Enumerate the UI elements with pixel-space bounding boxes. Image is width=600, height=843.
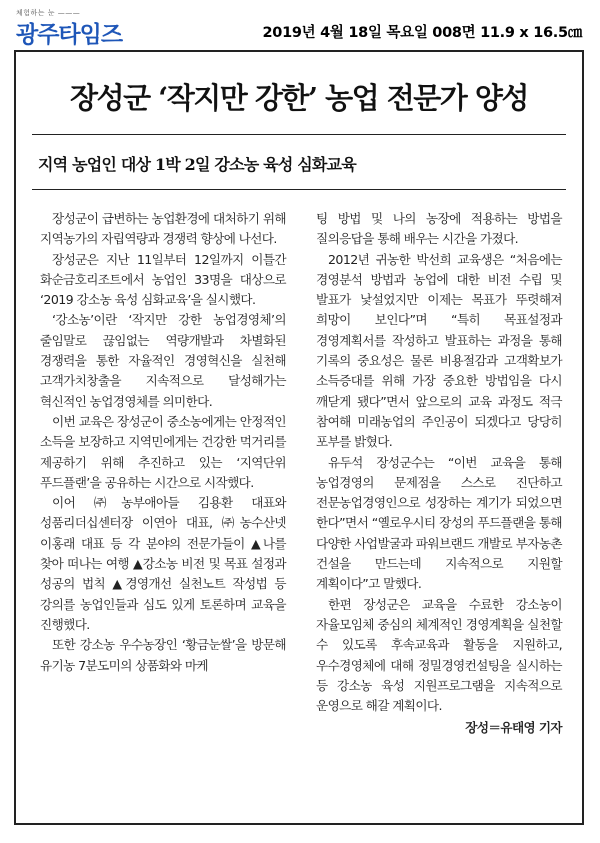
- newspaper-logo: 광주타임즈: [16, 22, 123, 48]
- article-subhead: 지역 농업인 대상 1박 2일 강소농 육성 심화교육: [38, 155, 356, 174]
- subhead-divider: [32, 189, 566, 190]
- article-column-left: [40, 209, 286, 676]
- paragraph: 팅 방법 및 나의 농장에 적용하는 방법을 질의응답을 통해 배우는 시간을 가졌다.: [316, 211, 562, 247]
- paragraph: 이번 교육은 장성군이 중소농에게는 안정적인 소득을 보장하고 지역민에게는 건강한 먹거리를 제공하기 위해 추진하고 있는 ‘지역단위 푸드플랜’을 공유하는 시간으로 시작했다.: [40, 413, 286, 490]
- paragraph: ‘강소농’이란 ‘작지만 강한 농업경영체’의 줄임말로 끊임없는 역량개발과 차별화된 경쟁력을 통한 자율적인 경영혁신을 실천해 고객가치창출을 지속적으로 달성해가는 혁신적인 농업경영체를 의미한다.: [40, 312, 286, 409]
- article-column-right: [316, 209, 562, 739]
- publication-info: 2019년 4월 18일 목요일 008면 11.9 x 16.5㎝: [262, 25, 582, 41]
- paragraph: 장성군은 지난 11일부터 12일까지 이틀간 화순금호리조트에서 농업인 33명을 대상으로 ‘2019 강소농 육성 심화교육’을 실시했다.: [40, 251, 286, 308]
- article-byline: 장성＝유태영 기자: [465, 720, 562, 736]
- paragraph: 2012년 귀농한 박선희 교육생은 “처음에는 경영분석 방법과 농업에 대한 비전 수립 및 발표가 낯설었지만 이제는 목표가 뚜렷해져 희망이 보인다”며 “특히 목표설정과 경영계획서를 작성하고 발표하는 과정을 통해 기록의 중요성은 물론 비용절감과 고객확보가 소득증대를 위해 가장 중요한 방법임을 다시 깨닫게 됐다”면서 앞으로의 교육 과정도 적극 참여해 미래농업의 주인공이 되겠다고 당당히 포부를 밝혔다.: [316, 251, 562, 450]
- article-clipping: [14, 50, 584, 825]
- article-headline: 장성군 ‘작지만 강한’ 농업 전문가 양성: [70, 81, 528, 115]
- paragraph: 유두석 장성군수는 “이번 교육을 통해 농업경영의 문제점을 스스로 진단하고 전문농업경영인으로 성장하는 계기가 되었으면 한다”면서 “옐로우시티 장성의 푸드플랜을 통해 다양한 사업발굴과 파워브랜드 개발로 부자농촌 건설을 만드는데 지속적으로 지원할 계획이다”고 말했다.: [316, 454, 562, 592]
- paragraph: 장성군이 급변하는 농업환경에 대처하기 위해 지역농가의 자립역량과 경쟁력 향상에 나선다.: [40, 211, 286, 247]
- headline-divider: [32, 134, 566, 135]
- logo-tagline: 체험하는 눈 ———: [16, 9, 81, 17]
- masthead: [14, 8, 590, 48]
- paragraph: 또한 강소농 우수농장인 ‘황금눈쌀’을 방문해 유기농 7분도미의 상품화와 마케: [40, 637, 286, 673]
- paragraph: 한편 장성군은 교육을 수료한 강소농이 자율모임체 중심의 체계적인 경영계획을 실천할 수 있도록 후속교육과 활동을 지원하고, 우수경영체에 대해 정밀경영컨설팅을 실시하는 등 강소농 육성 지원프로그램을 지속적으로 운영으로 해갈 계획이다.: [316, 596, 562, 714]
- paragraph: 이어 ㈜농부애아들 김용환 대표와 성품리더십센터장 이연아 대표, ㈜농수산넷 이홍래 대표 등 각 분야의 전문가들이 ▲나를 찾아 떠나는 여행 ▲강소농 비전 및 목표 설정과 성공의 법칙 ▲경영개선 실천노트 작성법 등 강의를 농업인들과 심도 있게 토론하며 교육을 진행했다.: [40, 495, 286, 632]
